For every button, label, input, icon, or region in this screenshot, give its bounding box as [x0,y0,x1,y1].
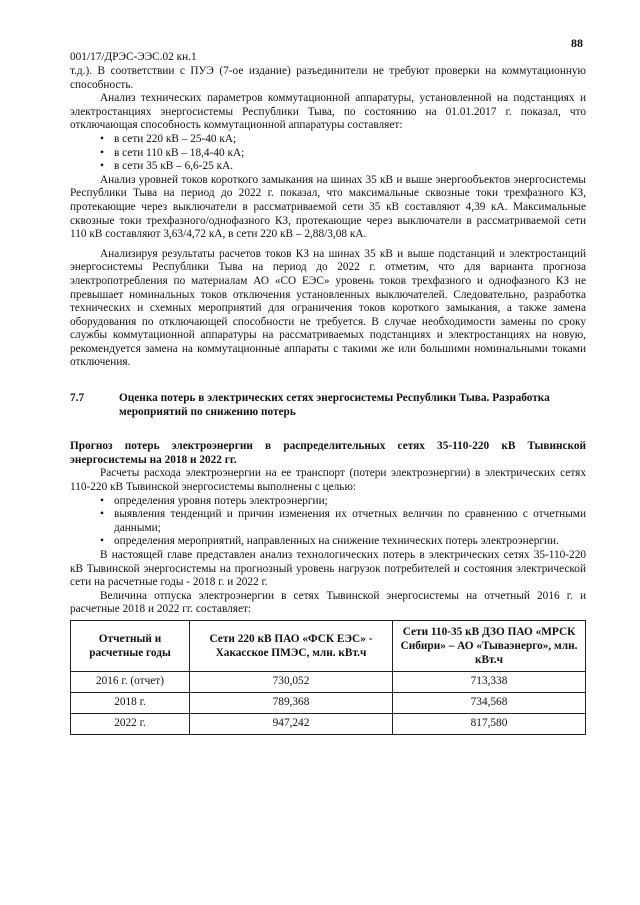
section-title: Оценка потерь в электрических сетях энергосистемы Республики Тыва. Разработка мероприятий по снижению потерь [119,392,550,418]
paragraph-4: Анализируя результаты расчетов токов КЗ на шинах 35 кВ и выше подстанций и электростанций энергосистемы Республики Тыва на период до 2022 г. отметим, что для варианта прогноза электропотребления по материалам АО «СО ЕЭС» уровень токов трехфазного и однофазного КЗ не превышает номинальных токов отключения установленных выключателей. Следовательно, разработка технических и схемных мероприятий для ограничения токов короткого замыкания, а также замена оборудования по отключающей способности не требуется. В случае необходимости замены по сроку службы коммутационной аппаратуры на рассматриваемых подстанциях и электростанциях на новую, рекомендуется замена на коммутационные аппараты с такими же или большими номинальными токами отключения. [70,247,586,369]
list-item: • определения мероприятий, направленных на снижение технических потерь электроэнергии. [100,535,559,548]
bullet-icon: • [100,535,104,548]
bullet-list-1 [70,133,586,174]
table-header-row [71,620,586,671]
list-item: • в сети 220 кВ – 25-40 кА; [100,132,237,145]
paragraph-5: Расчеты расхода электроэнергии на ее транспорт (потери электроэнергии) в электрических сетях 110-220 кВ Тывинской энергосистемы выполнены с целью: [70,467,586,494]
paragraph-6: В настоящей главе представлен анализ технологических потерь в электрических сетях 35-110-220 кВ Тывинской энергосистемы на прогнозный уровень нагрузок потребителей и состояния электрической сети на расчетные годы - 2018 г. и 2022 г. [70,549,586,589]
subsection-title: Прогноз потерь электроэнергии в распределительных сетях 35-110-220 кВ Тывинской энергосистемы на 2018 и 2022 гг. [70,440,586,466]
page-content [70,65,586,735]
bullet-icon: • [100,494,104,507]
paragraph-2: Анализ технических параметров коммутационной аппаратуры, установленной на подстанциях и электростанциях энергосистемы Республики Тыва, по состоянию на 01.01.2017 г. показал, что отключающая способность коммутационной аппаратуры составляет: [70,92,586,132]
table-cell: 730,052 [190,671,393,692]
paragraph-3: Анализ уровней токов короткого замыкания на шинах 35 кВ и выше энергообъектов энергосистемы Республики Тыва на период до 2022 г. показал, что максимальные сквозные токи трехфазного КЗ, протекающие через выключатели в рассматриваемой сети 35 кВ составляют 4,39 кА. Максимальные сквозные токи трехфазного/однофазного КЗ, протекающие через выключатели в рассматриваемой сети 110 кВ составляют 3,63/4,72 кА, в сети 220 кВ – 2,88/3,08 кА. [70,173,586,241]
list-item: • определения уровня потерь электроэнергии; [100,494,328,507]
column-header-220kv: Сети 220 кВ ПАО «ФСК ЕЭС» - Хакасское ПМЭС, млн. кВт.ч [190,620,393,671]
bullet-icon: • [100,160,104,173]
bullet-icon: • [100,146,104,159]
table-cell: 817,580 [393,713,586,734]
table-cell: 947,242 [190,713,393,734]
column-header-years: Отчетный и расчетные годы [71,620,190,671]
table-cell: 789,368 [190,692,393,713]
table-row [71,671,586,692]
table-cell: 2022 г. [71,713,190,734]
paragraph-1: т.д.). В соответствии с ПУЭ (7-ое издание) разъединители не требуют проверки на коммутационную способность. [70,65,586,91]
document-id: 001/17/ДРЭС-ЭЭС.02 кн.1 [70,51,197,63]
page-number: 88 [571,36,583,50]
table-cell: 734,568 [393,692,586,713]
paragraph-7: Величина отпуска электроэнергии в сетях Тывинской энергосистемы на отчетный 2016 г. и расчетные 2018 и 2022 гг. составляет: [70,589,586,616]
energy-supply-table [70,620,586,735]
bullet-icon: • [100,132,104,145]
list-item: • в сети 35 кВ – 6,6-25 кА. [100,160,234,173]
section-number: 7.7 [70,392,85,405]
table-row [71,713,586,734]
column-header-110-35kv: Сети 110-35 кВ ДЗО ПАО «МРСК Сибири» – АО «Тываэнерго», млн. кВт.ч [393,620,586,671]
table-cell: 2016 г. (отчет) [71,671,190,692]
bullet-icon: • [100,508,104,521]
list-item: • выявления тенденций и причин изменения их отчетных величин по сравнению с отчетными данными; [100,508,586,534]
table-row [71,692,586,713]
section-heading [70,392,586,419]
bullet-list-2 [70,495,586,549]
table-cell: 2018 г. [71,692,190,713]
list-item: • в сети 110 кВ – 18,4-40 кА; [100,146,245,159]
table-cell: 713,338 [393,671,586,692]
